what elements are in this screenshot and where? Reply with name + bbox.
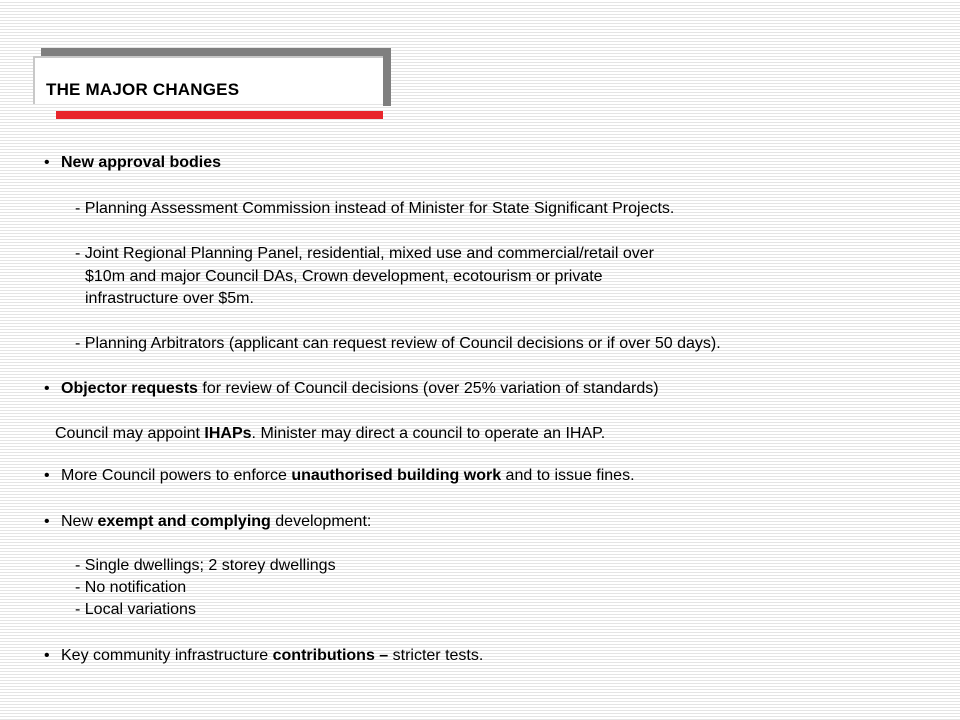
sub-item-single-dwellings: - Single dwellings; 2 storey dwellings: [75, 557, 336, 574]
exempt-bold: exempt and complying: [97, 513, 271, 530]
sub-item-jrpp-line-2: $10m and major Council DAs, Crown development, ecotourism or private: [85, 268, 603, 285]
contributions-line: [61, 646, 483, 666]
exempt-pre: New: [61, 513, 98, 530]
ihap-bold: IHAPs: [204, 425, 252, 442]
title-frame-top-bar: [41, 48, 391, 56]
powers-rest: and to issue fines.: [501, 467, 635, 484]
powers-pre: More Council powers to enforce: [61, 467, 292, 484]
sub-item-local-variations: - Local variations: [75, 601, 196, 618]
ihap-pre: Council may appoint: [55, 425, 205, 442]
sub-item-jrpp-line-1: - Joint Regional Planning Panel, residential, mixed use and commercial/retail over: [75, 245, 654, 262]
bullet-marker: •: [44, 647, 50, 664]
bullet-marker: •: [44, 513, 50, 530]
ihap-rest: . Minister may direct a council to operate an IHAP.: [251, 425, 606, 442]
exempt-line: [61, 512, 371, 532]
powers-line: [61, 466, 635, 486]
powers-bold: unauthorised building work: [291, 467, 502, 484]
slide-title: THE MAJOR CHANGES: [46, 80, 240, 99]
sub-item-no-notification: - No notification: [75, 579, 187, 596]
objector-bold: Objector requests: [61, 380, 198, 397]
contrib-bold: contributions –: [272, 647, 389, 664]
contrib-rest: stricter tests.: [388, 647, 484, 664]
objector-line: [61, 379, 659, 399]
bullet-marker: •: [44, 467, 50, 484]
approval-heading: New approval bodies: [61, 154, 222, 171]
ihap-line: [55, 424, 605, 444]
exempt-rest: development:: [270, 513, 372, 530]
contrib-pre: Key community infrastructure: [61, 647, 273, 664]
sub-item-arbitrators: - Planning Arbitrators (applicant can request review of Council decisions or if over 50 days).: [75, 335, 721, 352]
bullet-marker: •: [44, 154, 50, 171]
title-frame-right-bar: [383, 48, 391, 106]
bullet-marker: •: [44, 380, 50, 397]
sub-item-pac: - Planning Assessment Commission instead of Minister for State Significant Projects.: [75, 200, 675, 217]
title-underline-bar: [56, 111, 383, 119]
objector-rest: for review of Council decisions (over 25% variation of standards): [197, 380, 659, 397]
sub-item-jrpp-line-3: infrastructure over $5m.: [85, 290, 254, 307]
